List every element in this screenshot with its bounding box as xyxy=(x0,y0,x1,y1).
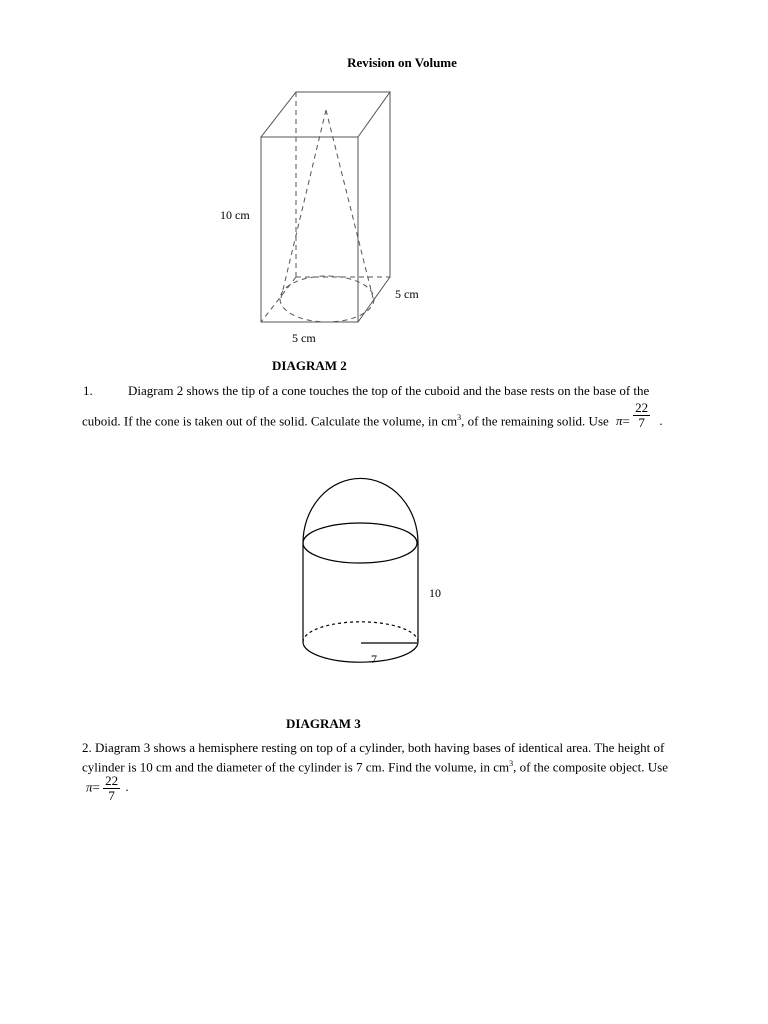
hemisphere-arc xyxy=(303,478,418,543)
cone xyxy=(280,110,374,322)
cylinder-height-label: 10 xyxy=(429,586,441,600)
fraction-denominator: 7 xyxy=(108,788,115,803)
end-period: . xyxy=(125,779,129,795)
end-period: . xyxy=(659,413,663,429)
equals-sign: = xyxy=(92,779,100,795)
question-2-line-2: cylinder is 10 cm and the diameter of the cylinder is 7 cm. Find the volume, in $cm^3$, of the composite object. Use xyxy=(82,759,668,775)
fraction-numerator: 22 xyxy=(635,399,649,415)
composite-solid xyxy=(303,478,418,662)
question-2-pi-expression xyxy=(86,774,129,803)
height-label: 10 cm xyxy=(220,208,250,222)
depth-label: 5 cm xyxy=(395,287,419,301)
question-1-line-1: Diagram 2 shows the tip of a cone touches the top of the cuboid and the base rests on the base of the xyxy=(128,383,650,398)
cylinder-top-ellipse xyxy=(303,523,417,563)
fraction-numerator: 22 xyxy=(105,773,119,788)
page-title: Revision on Volume xyxy=(347,55,457,70)
cube-superscript: 3 xyxy=(509,759,514,768)
cylinder-base-front xyxy=(303,642,418,662)
question-2-line-1: 2. Diagram 3 shows a hemisphere resting on top of a cylinder, both having bases of identical area. The height of xyxy=(82,740,665,755)
radius-label: 7 xyxy=(371,652,377,666)
fraction-denominator: 7 xyxy=(638,414,645,430)
question-1-line-2: cuboid. If the cone is taken out of the solid. Calculate the volume, in $cm^3$, of the remaining solid. Use π= $\frac{22}{7}$ . xyxy=(82,399,663,430)
pi-symbol: π xyxy=(86,779,93,795)
pi-symbol: π xyxy=(616,413,623,429)
diagram-3-caption: DIAGRAM 3 xyxy=(286,716,361,731)
pi-fraction xyxy=(103,774,120,803)
cylinder-base-back xyxy=(303,622,418,642)
width-label: 5 cm xyxy=(292,331,316,345)
question-1-text: cuboid. If the cone is taken out of the solid. Calculate the volume, in cm xyxy=(82,413,458,429)
equals-sign: = xyxy=(622,413,630,429)
question-1-number: 1. xyxy=(83,383,93,398)
pi-fraction xyxy=(633,401,650,430)
cube-superscript: 3 xyxy=(457,413,462,422)
diagram-2-caption: DIAGRAM 2 xyxy=(272,358,347,373)
